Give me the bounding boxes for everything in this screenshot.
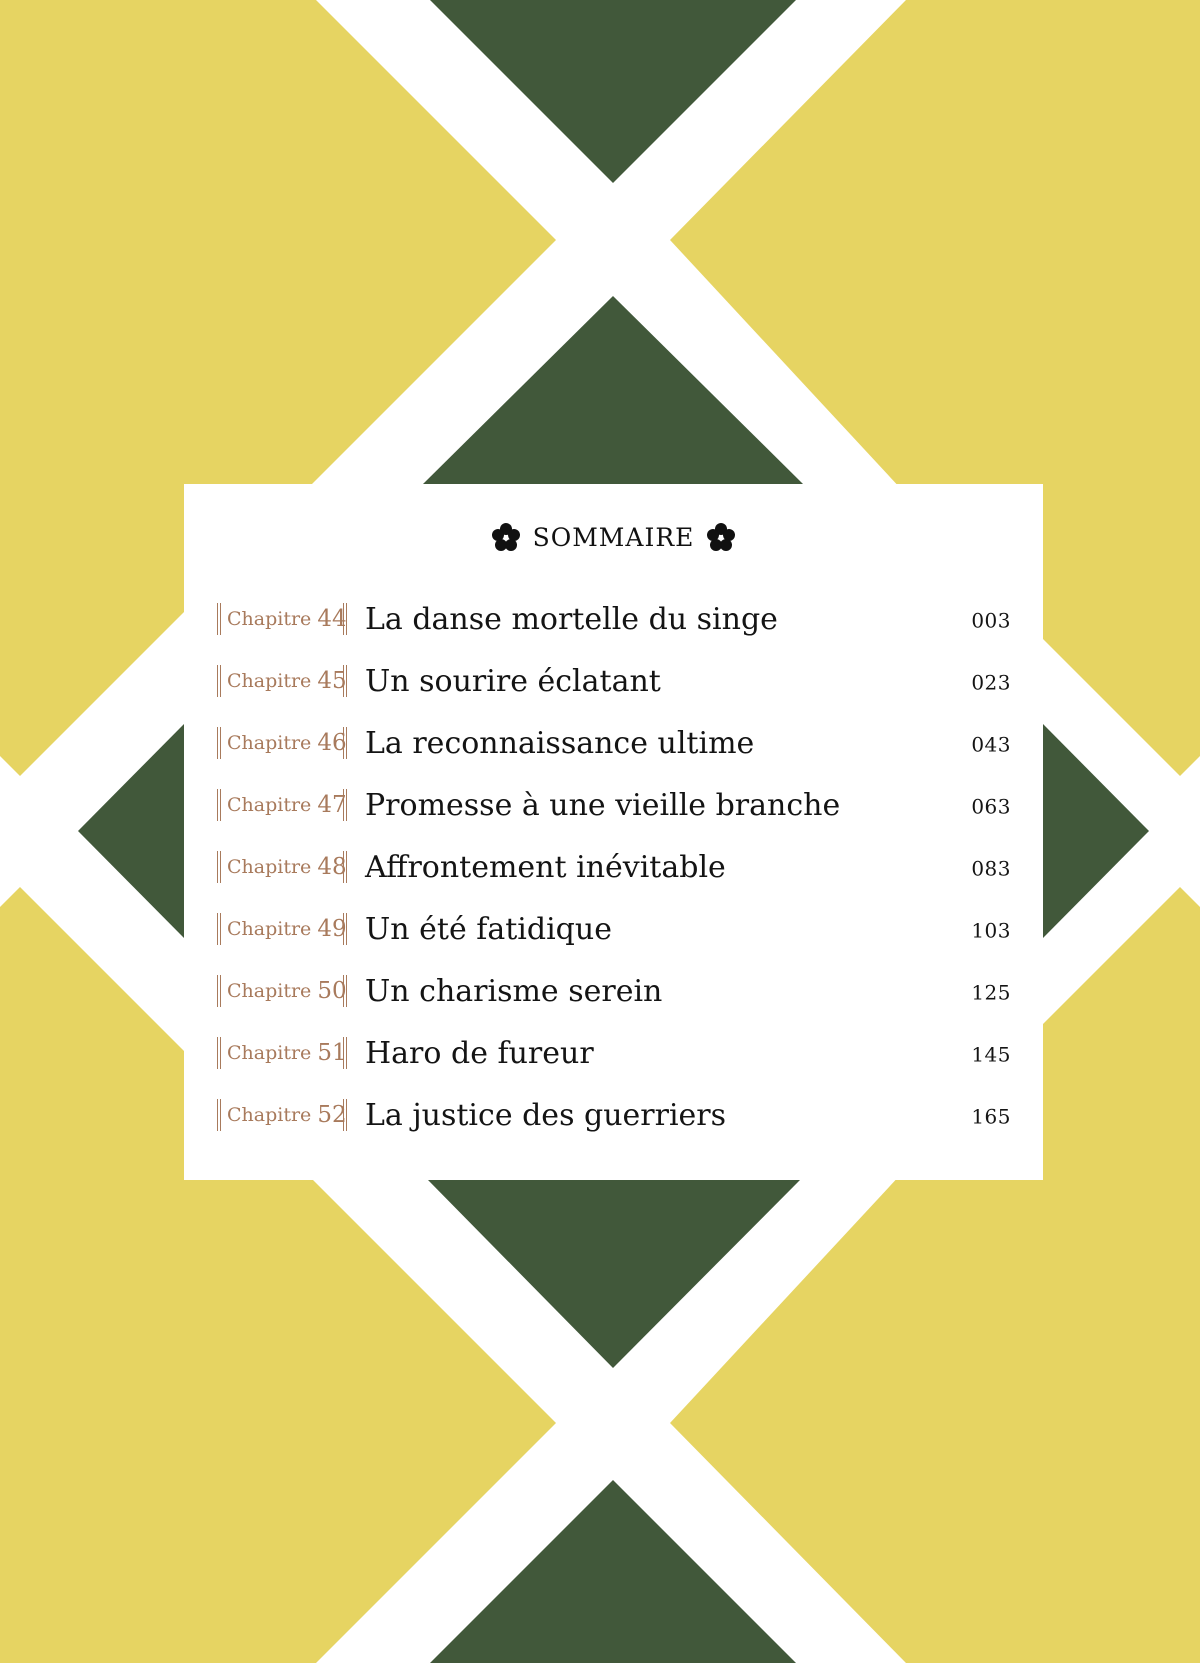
chapter-page-number: 103 xyxy=(971,918,1011,943)
chapter-number: 52 xyxy=(317,1102,347,1128)
chapter-word: Chapitre xyxy=(227,1042,312,1064)
toc-entry[interactable] xyxy=(217,960,1011,1022)
toc-entry[interactable] xyxy=(217,836,1011,898)
chapter-page-number: 023 xyxy=(971,670,1011,695)
toc-header xyxy=(184,512,1043,562)
chapter-page-number: 145 xyxy=(971,1042,1011,1067)
toc-entry[interactable] xyxy=(217,898,1011,960)
chapter-label xyxy=(217,789,347,821)
chapter-title: Un charisme serein xyxy=(365,973,663,1009)
chapter-page-number: 083 xyxy=(971,856,1011,881)
toc-entry[interactable] xyxy=(217,588,1011,650)
chapter-page-number: 003 xyxy=(971,608,1011,633)
flower-icon xyxy=(491,522,521,552)
chapter-word: Chapitre xyxy=(227,1104,312,1126)
chapter-label xyxy=(217,665,347,697)
table-of-contents xyxy=(184,484,1043,1180)
chapter-title: La justice des guerriers xyxy=(365,1097,727,1133)
chapter-title: Promesse à une vieille branche xyxy=(365,787,841,823)
toc-list xyxy=(217,588,1011,1146)
chapter-label xyxy=(217,1099,347,1131)
chapter-word: Chapitre xyxy=(227,980,312,1002)
chapter-number: 48 xyxy=(317,854,347,880)
chapter-title: Un été fatidique xyxy=(365,911,612,947)
chapter-word: Chapitre xyxy=(227,732,312,754)
chapter-label xyxy=(217,975,347,1007)
chapter-word: Chapitre xyxy=(227,918,312,940)
chapter-title: La reconnaissance ultime xyxy=(365,725,755,761)
chapter-number: 46 xyxy=(317,730,347,756)
chapter-title: Haro de fureur xyxy=(365,1035,594,1071)
chapter-page-number: 125 xyxy=(971,980,1011,1005)
chapter-label xyxy=(217,1037,347,1069)
chapter-label xyxy=(217,851,347,883)
chapter-page-number: 043 xyxy=(971,732,1011,757)
chapter-number: 49 xyxy=(317,916,347,942)
toc-entry[interactable] xyxy=(217,650,1011,712)
chapter-title: Un sourire éclatant xyxy=(365,663,661,699)
chapter-word: Chapitre xyxy=(227,794,312,816)
chapter-number: 47 xyxy=(317,792,347,818)
chapter-word: Chapitre xyxy=(227,608,312,630)
chapter-label xyxy=(217,913,347,945)
chapter-title: Affrontement inévitable xyxy=(365,849,726,885)
chapter-word: Chapitre xyxy=(227,670,312,692)
toc-entry[interactable] xyxy=(217,1022,1011,1084)
chapter-page-number: 165 xyxy=(971,1104,1011,1129)
chapter-page-number: 063 xyxy=(971,794,1011,819)
toc-entry[interactable] xyxy=(217,774,1011,836)
chapter-title: La danse mortelle du singe xyxy=(365,601,778,637)
chapter-number: 45 xyxy=(317,668,347,694)
toc-entry[interactable] xyxy=(217,712,1011,774)
chapter-number: 44 xyxy=(317,606,347,632)
chapter-number: 50 xyxy=(317,978,347,1004)
chapter-label xyxy=(217,603,347,635)
chapter-word: Chapitre xyxy=(227,856,312,878)
chapter-number: 51 xyxy=(317,1040,347,1066)
flower-icon xyxy=(706,522,736,552)
chapter-label xyxy=(217,727,347,759)
toc-entry[interactable] xyxy=(217,1084,1011,1146)
toc-title: SOMMAIRE xyxy=(532,522,695,552)
